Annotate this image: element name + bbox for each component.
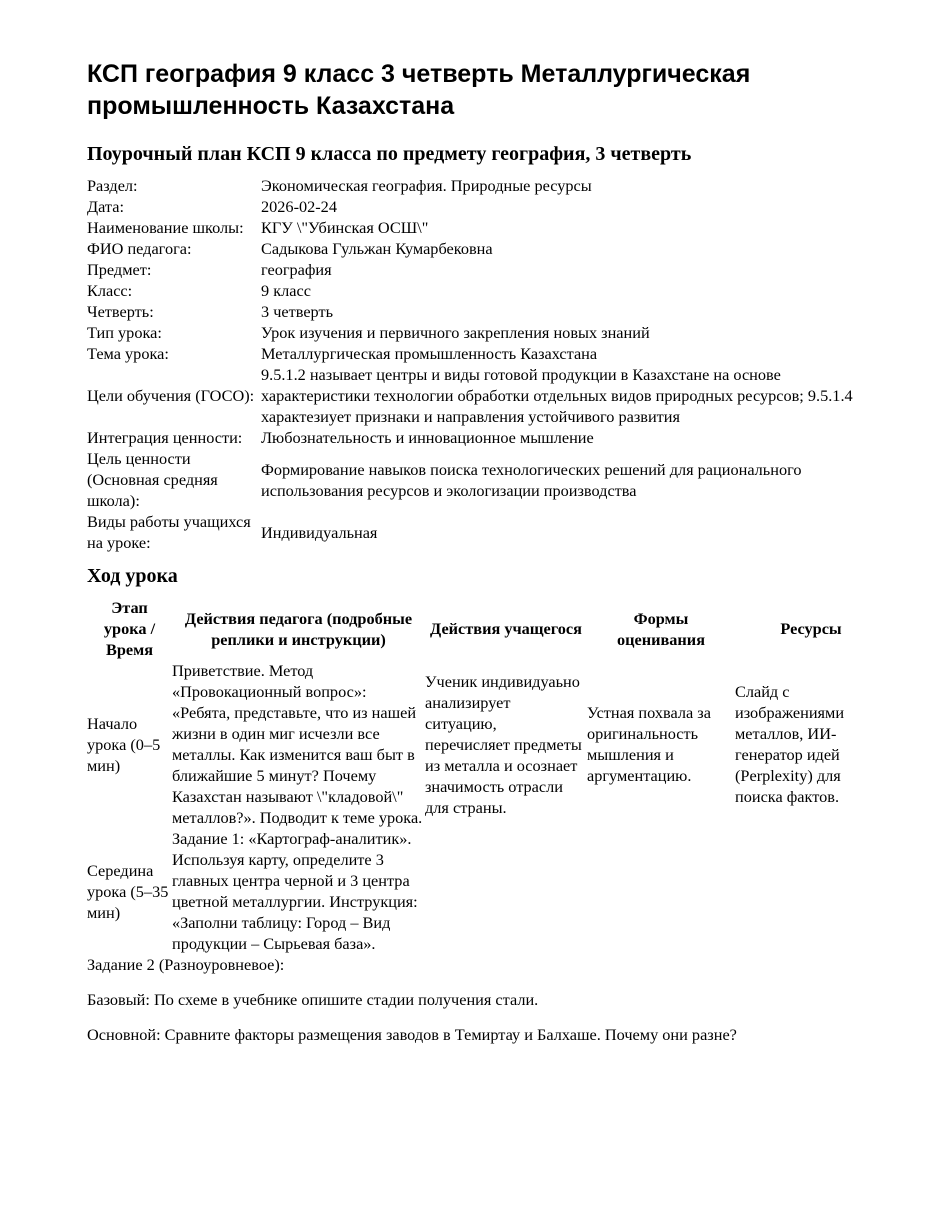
info-label: Наименование школы: [87,218,244,237]
info-label: Цель ценности (Основная средняя школа): [87,449,218,510]
info-value: 3 четверть [261,302,334,321]
cell-stage: Середина урока (5–35 мин) [87,860,169,922]
info-label: Раздел: [87,176,138,195]
info-label: Тема урока: [87,344,169,363]
info-value: Любознательность и инновационное мышление [261,428,594,447]
cell-resources: Слайд с изображениями металлов, ИИ-генератор идей (Perplexity) для поиска фактов. [735,682,845,806]
info-label: Интеграция ценности: [87,428,243,447]
info-value: Экономическая география. Природные ресурсы [261,176,592,195]
column-header-assessment: Формы оценивания [616,608,705,649]
task-2-heading: Задание 2 (Разноуровневое): [87,955,285,974]
table-header-row [87,597,887,660]
info-row-school [87,217,881,238]
cell-assessment: Устная похвала за оригинальность мышления и аргументацию. [587,703,711,785]
info-row-topic [87,343,881,364]
cell-assessment [587,828,735,954]
info-label: Цели обучения (ГОСО): [87,386,255,405]
lesson-flow-table [87,597,887,954]
column-header-resources: Ресурсы [780,619,842,638]
column-header-stage: Этап урока / Время [103,598,156,659]
task-2-main-level: Основной: Сравните факторы размещения заводов в Темиртау и Балхаше. Почему они разне? [87,1025,737,1044]
table-row [87,660,887,828]
column-header-student: Действия учащегося [430,619,582,638]
info-row-lesson-type [87,322,881,343]
info-row-class [87,280,881,301]
info-row-section [87,175,881,196]
cell-student [425,828,587,954]
info-value: Индивидуальная [261,522,378,542]
info-value: Урок изучения и первичного закрепления новых знаний [261,323,650,342]
info-row-learning-goals [87,364,881,427]
info-label: Предмет: [87,260,152,279]
info-row-teacher [87,238,881,259]
info-value: 9.5.1.2 называет центры и виды готовой продукции в Казахстане на основе характеристики технологии обработки отдельных видов природных ресурсов; 9.5.1.4 характезиует признаки и направления устойчивого развития [261,365,853,426]
cell-teacher: Приветствие. Метод «Провокационный вопрос»: «Ребята, представьте, что из нашей жизни в один миг исчезли все металлы. Как изменится ваш быт в ближайшие 5 минут? Почему Казахстан называют \"кладовой\" металлов?». Подводит к теме урока. [172,661,423,827]
info-value: 2026-02-24 [261,197,337,216]
cell-stage: Начало урока (0–5 мин) [87,713,161,775]
lesson-info-table [87,175,881,553]
page-title: КСП география 9 класс 3 четверть Металлургическая промышленность Казахстана [87,60,751,120]
info-label: Тип урока: [87,323,162,342]
info-row-work-types [87,511,881,553]
info-row-value-integration [87,427,881,448]
lesson-flow-heading: Ход урока [87,565,178,587]
info-row-date [87,196,881,217]
info-value: Садыкова Гульжан Кумарбековна [261,239,493,258]
info-label: ФИО педагога: [87,239,192,258]
info-row-value-goal [87,448,881,511]
info-label: Виды работы учащихся на уроке: [87,512,251,552]
info-value: география [261,260,332,279]
info-value: Формирование навыков поиска технологических решений для рационального использования ресурсов и экологизации производства [261,459,802,500]
info-row-quarter [87,301,881,322]
task-2-basic-level: Базовый: По схеме в учебнике опишите стадии получения стали. [87,990,539,1009]
plan-subtitle: Поурочный план КСП 9 класса по предмету география, 3 четверть [87,143,692,165]
column-header-teacher: Действия педагога (подробные реплики и инструкции) [184,608,413,649]
info-label: Класс: [87,281,133,300]
info-label: Четверть: [87,302,154,321]
table-row [87,828,887,954]
info-row-subject [87,259,881,280]
info-value: Металлургическая промышленность Казахстана [261,344,598,363]
cell-resources [735,828,887,954]
cell-student: Ученик индивидуаьно анализирует ситуацию, перечисляет предметы из металла и осознает значимость отрасли для страны. [425,671,582,817]
document-page [87,58,887,1045]
info-value: КГУ \"Убинская ОСШ\" [261,218,429,237]
info-label: Дата: [87,197,124,216]
cell-teacher: Задание 1: «Картограф-аналитик». Используя карту, определите 3 главных центра черной и 3 центра цветной металлургии. Инструкция: «Заполни таблицу: Город – Вид продукции – Сырьевая база». [172,829,418,953]
info-value: 9 класс [261,281,311,300]
